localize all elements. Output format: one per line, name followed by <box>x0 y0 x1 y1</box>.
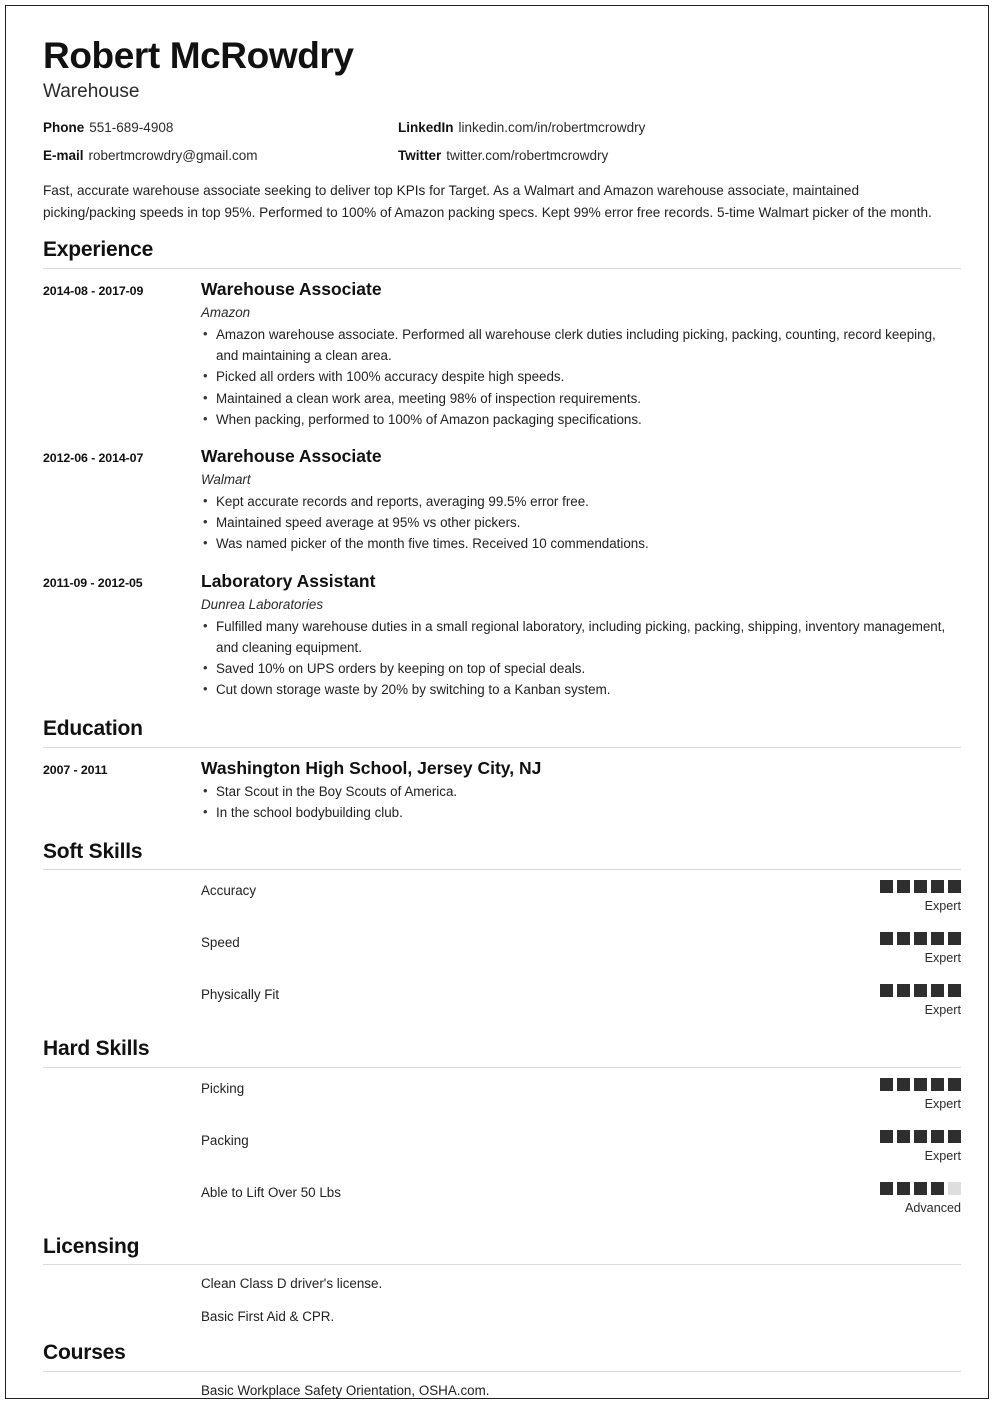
rating-square-filled <box>914 880 927 893</box>
rating-squares <box>841 1182 961 1195</box>
rating-square-filled <box>880 984 893 997</box>
experience-entry <box>43 571 961 701</box>
rating-square-filled <box>948 1130 961 1143</box>
contact-row <box>43 148 961 176</box>
rating-square-filled <box>948 1078 961 1091</box>
contact-twitter-label: Twitter <box>398 147 442 163</box>
contact-email-label: E-mail <box>43 147 84 163</box>
rating-square-filled <box>897 1130 910 1143</box>
rating-squares <box>841 984 961 997</box>
entry-date: 2014-08 - 2017-09 <box>43 283 144 298</box>
contact-twitter <box>398 148 961 176</box>
entry-job-title: Laboratory Assistant <box>201 570 376 591</box>
rating-level-label: Expert <box>924 1148 961 1163</box>
rating-square-filled <box>914 1130 927 1143</box>
skill-rating <box>841 932 961 966</box>
entry-bullet-list <box>201 781 961 823</box>
rating-square-filled <box>880 932 893 945</box>
skill-label: Picking <box>201 1080 245 1096</box>
rating-square-filled <box>880 1078 893 1091</box>
contact-twitter-value[interactable]: twitter.com/robertmcrowdry <box>446 147 609 163</box>
rating-square-filled <box>897 984 910 997</box>
professional-summary: Fast, accurate warehouse associate seeking to deliver top KPIs for Target. As a Walmart and Amazon warehouse associate, maintained picking/packing speeds in top 95%. Performed to 100% of Amazon packing specs. Kept 99% error free records. 5-time Walmart picker of the month. <box>43 183 932 220</box>
rating-square-empty <box>948 1182 961 1195</box>
section-divider <box>43 747 961 748</box>
skill-label: Accuracy <box>201 883 257 899</box>
section-divider <box>43 1371 961 1372</box>
skill-label: Physically Fit <box>201 987 280 1003</box>
section-heading-education: Education <box>43 717 143 741</box>
bullet-item: • Maintained a clean work area, meeting 98% of inspection requirements. <box>201 388 961 409</box>
bullet-item: • Maintained speed average at 95% vs other pickers. <box>201 512 961 533</box>
experience-entry <box>43 279 961 430</box>
rating-level-label: Expert <box>924 1003 961 1018</box>
section-divider <box>43 1264 961 1265</box>
licensing-item: Clean Class D driver's license. <box>201 1275 383 1291</box>
rating-level-label: Expert <box>924 1096 961 1111</box>
rating-square-filled <box>931 1130 944 1143</box>
rating-square-filled <box>931 932 944 945</box>
contact-email <box>43 148 398 176</box>
skill-rating <box>841 880 961 914</box>
course-item: Basic Workplace Safety Orientation, OSHA.com. <box>201 1382 490 1398</box>
section-heading-licensing: Licensing <box>43 1234 140 1258</box>
contact-email-value[interactable]: robertmcrowdry@gmail.com <box>88 147 258 163</box>
skill-rating <box>841 1078 961 1112</box>
contact-phone-label: Phone <box>43 119 85 135</box>
rating-square-filled <box>931 984 944 997</box>
rating-square-filled <box>897 932 910 945</box>
resume-page <box>5 5 989 1399</box>
bullet-item: • Fulfilled many warehouse duties in a small regional laboratory, including picking, packing, shipping, inventory management, and cleaning equipment. <box>201 616 961 658</box>
skill-rating <box>841 984 961 1018</box>
rating-square-filled <box>880 1130 893 1143</box>
hard-skill-row <box>43 1182 961 1220</box>
skill-label: Able to Lift Over 50 Lbs <box>201 1184 341 1200</box>
entry-company: Walmart <box>201 471 251 487</box>
contact-linkedin-label: LinkedIn <box>398 119 454 135</box>
soft-skill-row <box>43 932 961 970</box>
entry-bullet-list <box>201 616 961 700</box>
entry-bullet-list <box>201 324 961 429</box>
entry-body <box>201 446 961 555</box>
rating-square-filled <box>880 1182 893 1195</box>
rating-square-filled <box>948 880 961 893</box>
entry-company: Amazon <box>201 304 251 320</box>
hard-skill-row <box>43 1078 961 1116</box>
bullet-item: • Picked all orders with 100% accuracy despite high speeds. <box>201 366 961 387</box>
section-heading-courses: Courses <box>43 1341 126 1365</box>
soft-skill-row <box>43 984 961 1022</box>
candidate-job-title: Warehouse <box>43 80 140 102</box>
rating-squares <box>841 880 961 893</box>
contact-linkedin-value[interactable]: linkedin.com/in/robertmcrowdry <box>458 119 646 135</box>
section-heading-soft-skills: Soft Skills <box>43 840 143 864</box>
rating-square-filled <box>914 984 927 997</box>
licensing-item: Basic First Aid & CPR. <box>201 1308 335 1324</box>
rating-level-label: Advanced <box>904 1200 961 1215</box>
rating-square-filled <box>931 880 944 893</box>
section-heading-experience: Experience <box>43 238 154 262</box>
bullet-item: • Was named picker of the month five times. Received 10 commendations. <box>201 533 961 554</box>
hard-skill-row <box>43 1130 961 1168</box>
skill-rating <box>841 1182 961 1216</box>
rating-level-label: Expert <box>924 899 961 914</box>
contact-info-grid <box>43 120 961 176</box>
rating-square-filled <box>948 984 961 997</box>
rating-squares <box>841 932 961 945</box>
section-divider <box>43 268 961 269</box>
contact-phone <box>43 120 398 148</box>
entry-date: 2011-09 - 2012-05 <box>43 575 143 590</box>
rating-squares <box>841 1078 961 1091</box>
rating-square-filled <box>897 1182 910 1195</box>
entry-body <box>201 758 961 823</box>
entry-bullet-list <box>201 491 961 554</box>
entry-date: 2007 - 2011 <box>43 762 108 777</box>
skill-label: Packing <box>201 1132 249 1148</box>
rating-square-filled <box>914 932 927 945</box>
contact-linkedin <box>398 120 961 148</box>
section-divider <box>43 869 961 870</box>
rating-square-filled <box>897 880 910 893</box>
experience-entry <box>43 446 961 555</box>
bullet-item: • Cut down storage waste by 20% by switching to a Kanban system. <box>201 679 961 700</box>
section-divider <box>43 1067 961 1068</box>
entry-school-name: Washington High School, Jersey City, NJ <box>201 757 542 778</box>
rating-square-filled <box>931 1182 944 1195</box>
contact-phone-value: 551-689-4908 <box>89 119 174 135</box>
rating-level-label: Expert <box>924 951 961 966</box>
bullet-item: • In the school bodybuilding club. <box>201 802 961 823</box>
entry-job-title: Warehouse Associate <box>201 278 382 299</box>
contact-row <box>43 120 961 148</box>
rating-square-filled <box>897 1078 910 1091</box>
skill-rating <box>841 1130 961 1164</box>
section-heading-hard-skills: Hard Skills <box>43 1037 150 1061</box>
entry-date: 2012-06 - 2014-07 <box>43 450 144 465</box>
soft-skill-row <box>43 880 961 918</box>
bullet-item: • When packing, performed to 100% of Amazon packaging specifications. <box>201 409 961 430</box>
entry-company: Dunrea Laboratories <box>201 596 324 612</box>
candidate-name: Robert McRowdry <box>43 35 354 76</box>
education-entry <box>43 758 961 823</box>
bullet-item: • Star Scout in the Boy Scouts of America. <box>201 781 961 802</box>
rating-square-filled <box>931 1078 944 1091</box>
bullet-item: • Kept accurate records and reports, averaging 99.5% error free. <box>201 491 961 512</box>
rating-squares <box>841 1130 961 1143</box>
skill-label: Speed <box>201 935 240 951</box>
entry-body <box>201 279 961 430</box>
bullet-item: • Amazon warehouse associate. Performed all warehouse clerk duties including picking, packing, counting, record keeping, and maintaining a clean area. <box>201 324 961 366</box>
entry-body <box>201 571 961 701</box>
entry-job-title: Warehouse Associate <box>201 445 382 466</box>
rating-square-filled <box>914 1182 927 1195</box>
rating-square-filled <box>948 932 961 945</box>
bullet-item: • Saved 10% on UPS orders by keeping on top of special deals. <box>201 658 961 679</box>
rating-square-filled <box>914 1078 927 1091</box>
resume-content <box>43 26 961 1399</box>
rating-square-filled <box>880 880 893 893</box>
